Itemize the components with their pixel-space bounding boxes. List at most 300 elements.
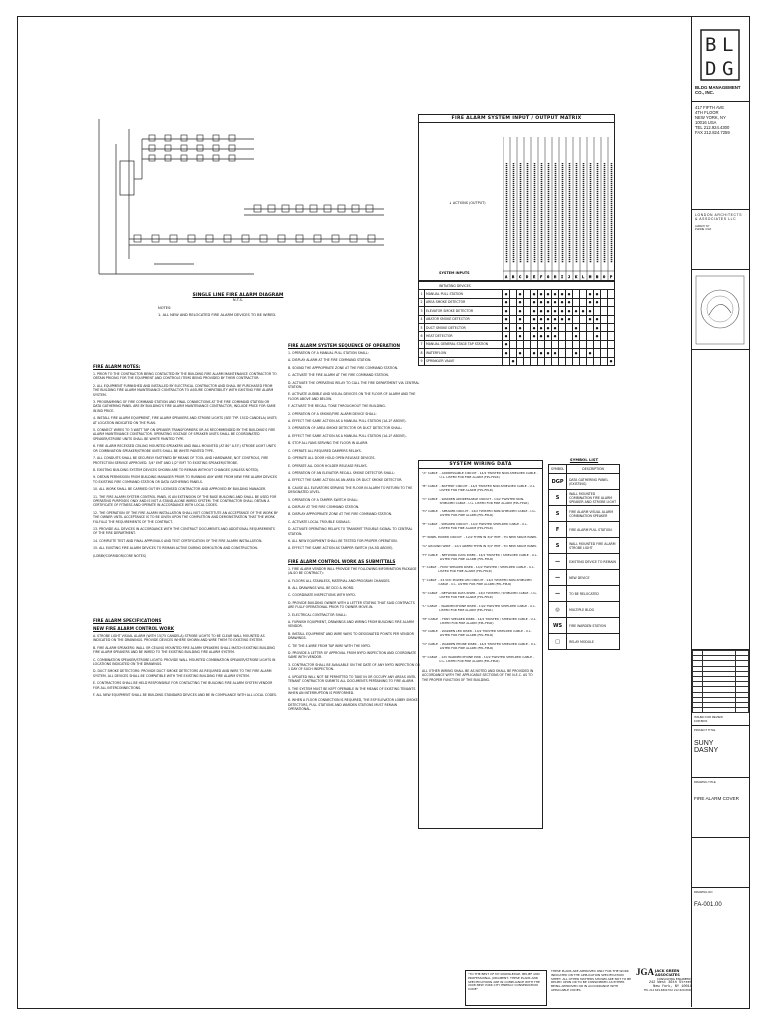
- energy-code-statement: "TO THE BEST OF MY KNOWLEDGE, BELIEF AND PROFESSIONAL JUDGMENT, THESE PLANS AND SPECIFICATIONS ARE IN COMPLIANCE WITH THE 2008 NEW YORK CITY ENERGY CONSERVATION CODE": [465, 970, 547, 1006]
- matrix-cell: ●: [566, 315, 573, 323]
- matrix-cell: [524, 323, 531, 331]
- matrix-cell: [594, 340, 601, 348]
- symbol-description: DATA GATHERING PANEL (EXISTING): [567, 474, 620, 490]
- sequence-item: 4. OPERATION OF AN ELEVATOR RECALL SMOKE DETECTOR SHALL:: [288, 470, 395, 475]
- symbol-glyph: F: [549, 522, 567, 538]
- symbol-glyph: —: [549, 586, 567, 602]
- sequence-item: A. EFFECT THE SAME ACTION AS TAMPER SWITCH (5A-5D ABOVE).: [288, 546, 394, 551]
- engineer-phone: TEL 212.629.6800 FAX 212.629.8900: [643, 989, 692, 992]
- riser-device: [213, 155, 219, 161]
- matrix-row-number: 4: [419, 315, 425, 323]
- matrix-cell: [559, 349, 566, 357]
- wiring-desc: - SPEAKER CIRCUIT - 14/2 TWISTED NON-SHIELDED CABLE - U.L. LISTED FOR FIRE ALARM (FPL-FPLR): [439, 509, 537, 518]
- company-name: BLDG MANAGEMENT CO., INC.: [695, 85, 741, 95]
- matrix-column-letter: H: [554, 275, 557, 279]
- matrix-row-label: SPRINKLER VALVE: [425, 357, 503, 365]
- matrix-cell: [517, 340, 524, 348]
- matrix-cell: ●: [545, 290, 552, 298]
- symbol-row: [549, 506, 620, 522]
- general-note: 1. PRIOR TO THE CONTRACTOR BEING CONTACTED BY THE BUILDING FIRE ALARM MAINTENANCE CONTRACTOR TO OBTAIN PRICING FOR THE EQUIPMENT AND CONTROLS ITEMS BEING PROVIDED BY THEIR CONTRACTOR.: [93, 372, 277, 381]
- matrix-cell: [566, 323, 573, 331]
- matrix-cell: [559, 323, 566, 331]
- wiring-code: "M" CABLE: [422, 616, 439, 621]
- address-line-1: 417 FIFTH AVE: [695, 105, 725, 110]
- matrix-cell: [601, 357, 608, 365]
- matrix-cell: [580, 298, 587, 306]
- matrix-cell: [608, 290, 615, 298]
- matrix-row-label: MANUAL PULL STATION: [425, 290, 503, 298]
- matrix-cell: ●: [531, 315, 538, 323]
- revision-blank: [692, 350, 749, 650]
- matrix-cell: ●: [517, 290, 524, 298]
- riser-device: [282, 205, 289, 212]
- symbol-row: [549, 618, 620, 634]
- symbol-description: NEW DEVICE: [567, 570, 620, 586]
- architect-line-1: ALBANY NY: [695, 225, 710, 228]
- matrix-column-letter: D: [526, 275, 529, 279]
- wiring-entry: [422, 522, 539, 530]
- matrix-cell: [573, 298, 580, 306]
- revision-table: [692, 650, 749, 713]
- spec-note: D. DUCT SMOKE DETECTORS: PROVIDE DUCT SMOKE DETECTORS AS REQUIRED AND WIRE TO THE FIRE ALARM SYSTEM. ALL DEVICES SHALL BE COMPATIBLE WITH THE EXISTING BUILDING FIRE ALARM SYSTEM.: [93, 669, 272, 678]
- riser-device: [350, 235, 357, 242]
- matrix-cell: [608, 349, 615, 357]
- sequence-item: B. DISPLAY APPROPRIATE ZONE AT THE FIRE COMMAND STATION.: [288, 512, 393, 517]
- matrix-row: [419, 323, 615, 331]
- riser-device: [213, 135, 219, 141]
- matrix-column-letter: G: [547, 275, 550, 279]
- riser-device: [181, 155, 187, 161]
- riser-device: [197, 145, 203, 151]
- matrix-cell: [594, 349, 601, 357]
- riser-device: [170, 235, 177, 242]
- matrix-row: [419, 340, 615, 348]
- riser-device: [165, 135, 171, 141]
- symbol-description: MULTIPLE BLDG: [567, 602, 620, 618]
- matrix-row: [419, 332, 615, 340]
- matrix-cell: ●: [538, 307, 545, 315]
- sheet-number-label: DRAWING NO.: [694, 890, 714, 895]
- matrix-cell: ●: [545, 307, 552, 315]
- wiring-desc: - 24 VDC POWER LED CIRCUIT - 14/2 TWISTED NON-SHIELDED CABLE - U.L. LISTED FOR FIRE ALARM (FPL-FPLR): [438, 578, 532, 587]
- riser-device: [149, 135, 155, 141]
- submittal-item: 4. UPDATED WILL NOT BE PERMITTED TO TAKE IN OR OCCUPY ANY AREAS UNTIL TENANT CONTRACTOR SUBMITS ALL DOCUMENTS PERTAINING TO FIRE ALARM.: [288, 674, 417, 684]
- address-line-3: NEW YORK, NY: [695, 115, 726, 120]
- revision-cell: [703, 708, 736, 713]
- matrix-cell: [573, 357, 580, 365]
- matrix-column-letter: O: [603, 275, 606, 279]
- matrix-cell: [566, 357, 573, 365]
- riser-device: [229, 155, 235, 161]
- matrix-cell: [601, 315, 608, 323]
- general-note: 4. INSTALL FIRE ALARM EQUIPMENT, FIRE ALARM SPEAKERS AND STROBE LIGHTS (SEE TYP. 15CD CANDELA) UNITS AT LOCATION INDICATED ON THE PLAN.: [93, 416, 277, 425]
- matrix-cell: [587, 357, 594, 365]
- riser-device: [310, 205, 317, 212]
- sequence-item: A. EFFECT THE SAME ACTION AS AN AREA OR DUCT SMOKE DETECTOR.: [288, 478, 403, 483]
- symbol-glyph: S: [549, 506, 567, 522]
- matrix-cell: ●: [608, 357, 615, 365]
- general-note: 14. COMPLETE TEST AND FINAL APPROVALS AND TEST CERTIFICATION OF THE FIRE ALARM INSTALLATION.: [93, 538, 263, 543]
- matrix-title: FIRE ALARM SYSTEM INPUT / OUTPUT MATRIX: [418, 114, 615, 123]
- wiring-title: SYSTEM WIRING DATA: [418, 460, 543, 469]
- seal-stamp: [695, 275, 745, 345]
- submittal-title: FIRE ALARM CONTROL WORK AS SUBMITTALS: [288, 558, 396, 564]
- matrix-cell: ●: [517, 298, 524, 306]
- issue-1: ISSUED FOR REVIEW: [694, 715, 723, 720]
- submittal-item: C. COORDINATE INSPECTIONS WITH NYFD.: [288, 593, 356, 598]
- sequence-item: E. OPERATE ALL DOOR HOLDER RELEASE RELAYS.: [288, 463, 368, 468]
- symbol-description: FIRE ALARM VISUAL ALARM COMBINATION SPEAKER: [567, 506, 620, 522]
- wiring-desc: - NETWORK DATA RISER - 14/2 TWISTED / SHIELDED CABLE - U.L. LISTED FOR FIRE ALARM (FPL-FPLR): [439, 590, 538, 599]
- riser-scale: N.T.S.: [232, 298, 244, 302]
- symbol-glyph: WS: [549, 618, 567, 634]
- matrix-cell: [601, 290, 608, 298]
- riser-caption: [158, 293, 318, 317]
- sequence-item: B. STOP ALL FANS SERVING THE FLOOR IN ALARM.: [288, 441, 369, 446]
- general-note: 9. OBTAIN PERMISSION FROM BUILDING MANAGER PRIOR TO RUNNING ANY WIRE FROM NEW FIRE ALARM DEVICES TO EXISTING FIRE COMMAND STATION OR DATA GATHERING PANELS.: [93, 475, 277, 484]
- wiring-desc: - FDNY SPEAKER RISER - 14/2 TWISTED / SHIELDED CABLE - U.L. LISTED FOR FIRE ALARM (FPL-FPLR): [440, 616, 537, 625]
- riser-device: [188, 235, 195, 242]
- matrix-cell: [608, 323, 615, 331]
- sequence-item: C. ACTIVATE THE FIRE ALARM AT THE FIRE COMMAND STATION.: [288, 373, 389, 378]
- wiring-code: "O" CABLE: [422, 642, 438, 647]
- matrix-cell: [587, 340, 594, 348]
- riser-device: [260, 235, 267, 242]
- matrix-cell: [580, 349, 587, 357]
- matrix-cell: ●: [552, 298, 559, 306]
- wiring-code: "I" CABLE: [422, 565, 437, 570]
- submittal-item: C. TIE THE 4-WIRE FROM TAP WIRE WITH THE NYFD.: [288, 643, 371, 648]
- fax: FAX 212.824.7259: [695, 130, 730, 135]
- symbol-row: [549, 538, 620, 554]
- matrix-row-label: WATERFLOW: [425, 349, 503, 357]
- general-note: (LOBBY/CORRIDOR/CORE NOTES): [93, 553, 147, 558]
- engineer-sub: CONSULTING ENGINEERS: [656, 977, 692, 981]
- matrix-cell: [587, 332, 594, 340]
- general-note: 5. CONNECT WIRES TO 3 WATT TAP ON SPEAKER TRANSFORMERS OR AS RECOMMENDED BY THE BUILDING'S FIRE ALARM MAINTENANCE CONTRACTOR. OPERATING VOLTAGE OF SPEAKER UNITS SHALL BE COORDINATED SPEAKER/STROBE UNITS SHALL BE WHITE PAINTED TYPE.: [93, 428, 276, 441]
- symbol-glyph: □: [549, 634, 567, 650]
- general-note: 12. THE OPERATION OF THE FIRE ALARM INSTALLATION SHALL NOT CONSTITUTE AN ACCEPTANCE OF THE WORK BY THE OWNER UNTIL ACCEPTANCE IS TO BE GIVEN UPON THE COMPLETION AND DEMONSTRATION THAT THE WORK FULFILLS THE REQUIREMENTS OF THE CONTRACT.: [93, 510, 278, 524]
- spec-note: B. FIRE ALARM SPEAKERS: WALL OR CEILING MOUNTED FIRE ALARM SPEAKERS SHALL MATCH EXISTING BUILDING FIRE ALARM SPEAKERS AND BE WIRED TO THE EXISTING BUILDING FIRE ALARM SYSTEM.: [93, 645, 275, 655]
- matrix-cell: [510, 323, 517, 331]
- matrix-cell: ●: [545, 315, 552, 323]
- svg-text:B: B: [705, 34, 717, 56]
- symbol-list-title: SYMBOL LIST: [569, 457, 599, 462]
- matrix-column-letter: J: [568, 275, 571, 279]
- matrix-cell: ●: [587, 290, 594, 298]
- wiring-code: "K" CABLE: [422, 590, 438, 595]
- matrix-column-letter: E: [533, 275, 536, 279]
- wiring-desc: - WARDEN PHONE RISER - 14/2 TWISTED SHIELDED CABLE - U.L. LISTED FOR FIRE ALARM (FPL-FPLR): [439, 642, 537, 651]
- riser-device: [229, 145, 235, 151]
- riser-notes-label: NOTES:: [158, 306, 172, 310]
- spec-note: C. COMBINATION SPEAKER/STROBE LIGHTS: PROVIDE WALL MOUNTED COMBINATION SPEAKER/STROBE LIGHTS IN LOCATIONS INDICATED ON THE DRAWINGS.: [93, 657, 276, 667]
- matrix-system-inputs-label: SYSTEM INPUTS: [439, 271, 470, 275]
- matrix-cell: [601, 298, 608, 306]
- riser-device: [278, 235, 285, 242]
- matrix-cell: ●: [552, 349, 559, 357]
- wiring-entry: [422, 535, 539, 539]
- matrix-cell: ●: [538, 315, 545, 323]
- wiring-code: "G" GROUND WIRE: [422, 543, 451, 548]
- matrix-cell: ●: [552, 315, 559, 323]
- matrix-cell: ●: [573, 332, 580, 340]
- matrix-cell: ●: [517, 349, 524, 357]
- matrix-cell: ●: [552, 332, 559, 340]
- symbol-row: [549, 586, 620, 602]
- sequence-item: D. OPERATE ALL DOOR HOLD OPEN RELEASE DEVICES.: [288, 456, 376, 461]
- symbol-description: TO BE RELOCATED: [567, 586, 620, 602]
- matrix-cell: ●: [545, 298, 552, 306]
- general-notes-title: FIRE ALARM NOTES:: [93, 364, 141, 369]
- matrix-cell: [524, 315, 531, 323]
- sequence-item: A. DISPLAY AT THE FIRE COMMAND STATION.: [288, 504, 360, 509]
- matrix-row-number: 3: [419, 307, 425, 315]
- symbol-glyph: S: [549, 538, 567, 554]
- symbol-row: [549, 490, 620, 506]
- matrix-cell: ●: [538, 290, 545, 298]
- matrix-cell: ●: [531, 290, 538, 298]
- wiring-code: "E" CABLE: [422, 522, 438, 527]
- matrix-header: [418, 123, 615, 281]
- wiring-code: "J" CABLE: [422, 578, 437, 583]
- io-matrix: [418, 114, 615, 366]
- matrix-input-label: ↓ ACTIONS (OUTPUT): [449, 201, 486, 205]
- sequence-item: D. ACTIVATE THE OPERATING RELAY TO CALL THE FIRE DEPARTMENT VIA CENTRAL STATION.: [288, 380, 420, 390]
- matrix-cell: [545, 340, 552, 348]
- matrix-column-lines: [503, 123, 615, 281]
- matrix-row: [419, 307, 615, 315]
- submittal-item: 6. WHEN A FLOOR CONNECTION IS REQUIRED, THE ESP ELEVATOR LOBBY SMOKE DETECTORS, PULL STATIONS AND WARDEN STATIONS MUST REMAIN OPERATIONAL.: [288, 698, 418, 712]
- wiring-desc: - 12V WARDEN PHONE PWR - 14/2 TWISTED SHIELDED CABLE - U.L. LISTED FOR FIRE ALARM (FPL-FPLR): [439, 654, 535, 663]
- matrix-cell: [517, 357, 524, 365]
- matrix-row: [419, 298, 615, 306]
- wiring-code: "N" CABLE: [422, 629, 438, 634]
- submittal-item: 5. THE SYSTEM MUST BE KEPT OPERABLE IN THE MEANS OF EXISTING TENANTS WHEN AN INTERRUPTION IS PERFORMED.: [288, 686, 416, 695]
- sequence-item: 3. OPERATION OF AREA SMOKE DETECTOR OR DUCT DETECTOR SHALL:: [288, 426, 403, 431]
- sequence-item: F. ACTIVATE THE RECALL TONE THROUGHOUT THE BUILDING.: [288, 404, 386, 409]
- wiring-entry: [422, 642, 539, 650]
- matrix-cell: [608, 340, 615, 348]
- matrix-cell: [524, 298, 531, 306]
- riser-device: [181, 145, 187, 151]
- sheet-number-block: [692, 888, 749, 910]
- desc-col-header: DESCRIPTION: [567, 465, 620, 474]
- matrix-cell: [608, 332, 615, 340]
- riser-device: [324, 205, 331, 212]
- riser-device: [314, 235, 321, 242]
- revision-cell: [693, 708, 703, 713]
- svg-text:G: G: [722, 58, 734, 80]
- matrix-cell: ●: [531, 332, 538, 340]
- matrix-row-number: 7: [419, 340, 425, 348]
- submittal-item: B. INSTALL EQUIPMENT AND WIRE WAYS TO DESIGNATED POINTS PER VENDOR DRAWINGS.: [288, 631, 414, 641]
- drawing-area: [18, 17, 692, 1007]
- submittal-item: 2. ELECTRICAL CONTRACTOR SHALL:: [288, 612, 347, 617]
- riser-device: [149, 145, 155, 151]
- drawing-title-block: [692, 778, 749, 838]
- symbol-glyph: ◎: [549, 602, 567, 618]
- matrix-cell: [510, 340, 517, 348]
- date-block: [692, 838, 749, 888]
- matrix-column-letter: N: [596, 275, 599, 279]
- matrix-cell: ●: [559, 315, 566, 323]
- matrix-cell: [524, 332, 531, 340]
- matrix-cell: [552, 357, 559, 365]
- riser-device: [254, 205, 261, 212]
- matrix-cell: [580, 357, 587, 365]
- wiring-entry: [422, 617, 539, 625]
- matrix-cell: ●: [503, 298, 510, 306]
- riser-device: [366, 205, 373, 212]
- address-line-2: 4TH FLOOR: [695, 110, 719, 115]
- matrix-row-label: AREA SMOKE DETECTOR: [425, 298, 503, 306]
- riser-device: [268, 205, 275, 212]
- sequence-item: 5. OPERATION OF A TAMPER SWITCH SHALL:: [288, 497, 359, 502]
- matrix-cell: [601, 349, 608, 357]
- submittal-item: D. PROVIDE BUILDING OWNER WITH A LETTER STATING THAT SAID CONTRACTS ARE FULLY OPERATIONAL PRIOR TO OWNER MOVE-IN.: [288, 600, 415, 610]
- matrix-initiating-row: [419, 282, 615, 290]
- matrix-column-letter: M: [589, 275, 592, 279]
- riser-device: [352, 205, 359, 212]
- general-note: 2. ALL EQUIPMENT FURNISHED AND INSTALLED BY ELECTRICAL CONTRACTOR AND SHALL BE PURCHASED FROM THE BUILDING FIRE ALARM MAINTENANCE CONTRACTOR TO ASSURE COMPATIBILITY WITH EXISTING FIRE ALARM SYSTEM.: [93, 383, 274, 397]
- matrix-cell: [510, 315, 517, 323]
- matrix-column-letter: I: [561, 275, 564, 279]
- matrix-cell: [601, 332, 608, 340]
- matrix-cell: ●: [517, 307, 524, 315]
- wiring-entry: [422, 471, 539, 479]
- sequence-item: B. SOUND THE APPROPRIATE ZONE AT THE FIRE COMMAND STATION.: [288, 365, 399, 370]
- issue-rows: [692, 713, 749, 726]
- matrix-cell: ●: [503, 290, 510, 298]
- matrix-cell: [594, 307, 601, 315]
- matrix-cell: ●: [573, 307, 580, 315]
- spec-note: A. STROBE LIGHT VISUAL ALARM (WITH 15/75 CANDELA) STROBE LIGHTS TO BE CLEAR WALL MOUNTED AS INDICATED ON THE DRAWINGS. PROVIDE DEVICES WHERE SHOWN AND WIRE THEM TO EXISTING SYSTEM.: [93, 634, 265, 643]
- project-title-2: DASNY: [694, 747, 719, 755]
- matrix-cell: ●: [545, 349, 552, 357]
- matrix-cell: [608, 315, 615, 323]
- matrix-cell: ●: [538, 349, 545, 357]
- project-title-block: [692, 726, 749, 778]
- matrix-cell: [573, 340, 580, 348]
- matrix-cell: [524, 340, 531, 348]
- wiring-desc: - SPEAKER CIRCUIT - 14/2 TWISTED SHIELDED CABLE - U.L. LISTED FOR FIRE ALARM (FPL-FPLR): [439, 522, 528, 531]
- sequence-item: 6. ALL NEW EQUIPMENT SHALL BE TESTED FOR PROPER OPERATION.: [288, 538, 398, 543]
- matrix-cell: ●: [538, 298, 545, 306]
- matrix-cell: [608, 298, 615, 306]
- matrix-row: [419, 349, 615, 357]
- matrix-cell: [566, 332, 573, 340]
- symbol-row: [549, 554, 620, 570]
- symbol-description: RELAY MODULE: [567, 634, 620, 650]
- matrix-cell: ●: [594, 298, 601, 306]
- matrix-cell: ●: [566, 307, 573, 315]
- submittal-item: B. ALL DRAWINGS WILL BE DCO & WORD.: [288, 586, 355, 590]
- sequence-item: B. CAUSE ALL ELEVATORS SERVING THE FLOOR IN ALARM TO RETURN TO THE DESIGNATED LEVEL.: [288, 485, 413, 495]
- riser-note-1: 1. ALL NEW AND RELOCATED FIRE ALARM DEVICES TO BE WIRED.: [158, 313, 277, 317]
- riser-device: [296, 205, 303, 212]
- riser-device: [206, 235, 213, 242]
- wiring-desc: - 12/2 THHN IN 3/4" EMT - TO NEW SPACE PANEL: [463, 534, 537, 539]
- riser-device: [338, 205, 345, 212]
- telephone: TEL 212.924.4300: [695, 125, 730, 130]
- matrix-row-label: MANUAL GENERAL STAGE TAP STATION: [425, 340, 503, 348]
- general-note: 11. THE FIRE ALARM SYSTEM CONTROL PANEL IS AN EXTENSION OF THE BASE BUILDING AND SHALL BE USED FOR OPERATING PURPOSES ONLY AND IS NOT A STAND-ALONE WIRED SYSTEM. THE CONTRACTOR SHALL OBTAIN A CERTIFICATE OF FITNESS AND OPERATE IN ACCORDANCE WITH LOCAL CODES.: [93, 494, 277, 508]
- symbol-row: [549, 570, 620, 586]
- riser-title: SINGLE LINE FIRE ALARM DIAGRAM: [192, 293, 284, 298]
- symbol-row: [549, 474, 620, 490]
- matrix-column-letter: B: [512, 275, 515, 279]
- matrix-cell: [580, 315, 587, 323]
- project-title-1: SUNY: [694, 740, 714, 748]
- wiring-desc: - 12/1 GREEN THHN IN 3/4" EMT - TO NEW SPACE PANEL: [452, 543, 537, 548]
- wiring-entry: [422, 565, 539, 573]
- company-address: [692, 102, 749, 210]
- matrix-cell: ●: [559, 290, 566, 298]
- matrix-cell: [601, 307, 608, 315]
- matrix-cell: ●: [594, 323, 601, 331]
- wiring-desc: - WARDEN PHONE RISER - 14/2 TWISTED SHIELDED CABLE - U.L. LISTED FOR FIRE ALARM (FPL-FPLR): [439, 603, 536, 612]
- spec-title: FIRE ALARM SPECIFICATIONS: [93, 618, 162, 623]
- riser-device: [134, 235, 141, 242]
- wiring-code: "D" CABLE: [422, 509, 438, 514]
- general-note: 15. ALL EXISTING FIRE ALARM DEVICES TO REMAIN ACTIVE DURING DEMOLITION AND CONSTRUCTION.: [93, 546, 258, 551]
- matrix-cell: ●: [517, 323, 524, 331]
- matrix-cell: ●: [503, 332, 510, 340]
- matrix-cell: ●: [552, 307, 559, 315]
- wiring-code: "P" CABLE: [422, 654, 438, 659]
- logo-area: [692, 17, 749, 102]
- project-title-label: PROJECT TITLE: [694, 728, 716, 733]
- matrix-cell: ●: [587, 315, 594, 323]
- symbol-row: [549, 602, 620, 618]
- matrix-column-letter: A: [505, 275, 508, 279]
- spec-note: F. ALL NEW EQUIPMENT SHALL BE BUILDING STANDARD DEVICES AND BE IN COMPLIANCE WITH ALL LOCAL CODES.: [93, 693, 278, 698]
- wiring-desc: - ADDRESSABLE CIRCUIT - 14/2 TWISTED NON-SHIELDED CABLE - U.L. LISTED FOR FIRE ALARM (FPL-FPLR): [439, 471, 538, 479]
- matrix-cell: [510, 298, 517, 306]
- engineer-logo: JGA: [636, 967, 654, 977]
- matrix-row: [419, 357, 615, 365]
- matrix-cell: [524, 290, 531, 298]
- matrix-cell: [587, 323, 594, 331]
- sequence-title: FIRE ALARM SYSTEM SEQUENCE OF OPERATION: [288, 343, 400, 348]
- wiring-code: "L" CABLE: [422, 603, 438, 608]
- architect-block: [692, 210, 749, 270]
- symbol-glyph: —: [549, 554, 567, 570]
- sequence-item: C. ACTIVATE LOCAL TROUBLE SIGNALS.: [288, 519, 351, 524]
- wiring-entry: [422, 629, 539, 637]
- matrix-cell: ●: [503, 307, 510, 315]
- matrix-cell: ●: [552, 290, 559, 298]
- matrix-cell: ●: [594, 332, 601, 340]
- sequence-item: A. EFFECT THE SAME ACTION AS A MANUAL PULL STATION (1A-1F ABOVE).: [288, 419, 407, 424]
- matrix-cell: [510, 290, 517, 298]
- bldg-logo: [700, 29, 740, 81]
- drawing-sheet: [17, 16, 750, 1009]
- matrix-cell: ●: [531, 298, 538, 306]
- general-note: 8. EXISTING BUILDING SYSTEM DEVICES SHOWN ARE TO REMAIN WITHOUT CHANGES (UNLESS NOTED).: [93, 467, 260, 472]
- matrix-row-number: 2: [419, 298, 425, 306]
- riser-device: [224, 235, 231, 242]
- matrix-cell: ●: [594, 290, 601, 298]
- riser-device: [152, 235, 159, 242]
- wiring-desc: - WARDEN LED RISER - 14/2 TWISTED SHIELDED CABLE - U.L. LISTED FOR FIRE ALARM (FPL-FPLR): [439, 629, 532, 638]
- general-note: 10. ALL WORK SHALL BE CARRIED OUT BY LICENSED CONTRACTOR AND APPROVED BY BUILDING MANAGER.: [93, 487, 267, 492]
- matrix-cell: ●: [573, 323, 580, 331]
- matrix-cell: ●: [538, 323, 545, 331]
- matrix-cell: ●: [580, 307, 587, 315]
- symbol-glyph: DGP: [549, 474, 567, 490]
